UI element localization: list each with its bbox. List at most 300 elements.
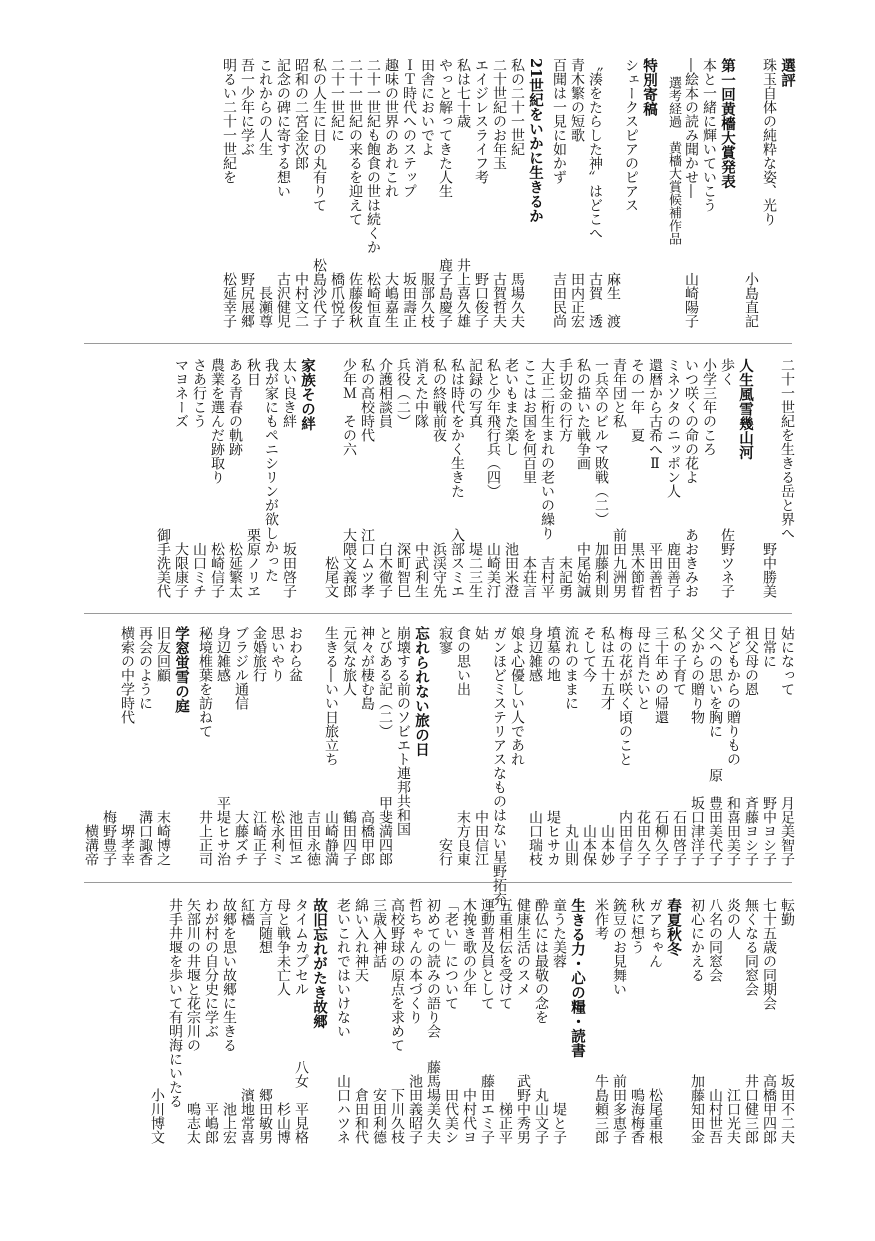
toc-entry <box>718 358 736 598</box>
entry-author: 中村文二 <box>293 272 309 328</box>
toc-entry <box>652 626 670 866</box>
entry-author: 松延繁太 <box>227 542 243 598</box>
entry-author: 高橋甲四郎 <box>761 1074 777 1144</box>
toc-entry <box>520 358 538 598</box>
entry-title: 趣味の世界のあれこれ <box>383 58 399 198</box>
toc-entry <box>148 898 166 1144</box>
entry-author: 松崎恒直 <box>365 272 381 328</box>
entry-title: 私の子育て <box>671 626 687 696</box>
entry-title: 歩く <box>719 358 735 386</box>
toc-entry <box>328 58 346 328</box>
entry-author: 安田利德 <box>371 1088 387 1144</box>
toc-entry <box>154 626 172 866</box>
toc-entry <box>592 358 610 598</box>
toc-entry <box>286 626 304 866</box>
entry-author: 末崎博之 <box>155 810 171 866</box>
toc-entry <box>778 898 796 1144</box>
toc-entry <box>418 58 436 328</box>
entry-author: 江崎正子 <box>251 810 267 866</box>
entry-title: 学窓蛍雪の庭 <box>173 626 190 713</box>
entry-title: 珠玉自体の純粋な姿、光り <box>761 58 777 226</box>
toc-entry <box>496 898 514 1144</box>
toc-entry <box>172 358 190 598</box>
toc-entry <box>670 626 688 866</box>
entry-author: 星野拓充 <box>491 850 507 906</box>
entry-title: エイジレスライフ考 <box>473 58 489 184</box>
entry-title: 本と一緒に輝いていこう <box>701 58 717 212</box>
toc-entry <box>664 58 682 346</box>
entry-title: 梅の花が咲く頃のこと <box>617 626 633 766</box>
entry-author: 堤と子 <box>551 1102 567 1144</box>
toc-section-1 <box>78 58 796 328</box>
toc-entry <box>340 358 358 598</box>
entry-author: 松崎信子 <box>209 542 225 598</box>
toc-entry <box>280 358 298 598</box>
entry-title: 転勤 <box>779 898 795 926</box>
entry-title: いつ咲くの命の花よ <box>683 358 699 484</box>
column-gap <box>430 626 436 866</box>
entry-title: ブラジル通信 <box>233 626 249 710</box>
toc-entry <box>628 898 646 1144</box>
toc-entry <box>478 898 496 1144</box>
toc-entry <box>688 898 706 1144</box>
toc-entry <box>538 358 556 598</box>
entry-author: 梯正平 <box>497 1102 513 1144</box>
toc-entry <box>724 898 742 1144</box>
entry-title: 日常に <box>761 626 777 668</box>
toc-entry <box>622 58 640 328</box>
toc-entry <box>136 626 154 866</box>
entry-title: 童うた美蓉 <box>551 898 567 968</box>
entry-title: 介護相談員 <box>377 358 393 428</box>
entry-title: シェークスピアのピアス <box>623 58 639 212</box>
entry-author: 末方良東 <box>455 810 471 866</box>
entry-author: 中尾始誠 <box>575 542 591 598</box>
toc-entry <box>610 898 628 1144</box>
toc-entry <box>304 626 322 866</box>
entry-title: 初めての読みの語り会 <box>425 898 441 1038</box>
entry-title: 再会のように <box>137 626 153 710</box>
entry-author: 牛島頼三郎 <box>593 1074 609 1144</box>
entry-author: 原 豊田美代子 <box>707 768 723 866</box>
toc-entry <box>274 58 292 328</box>
entry-title: とびある記（二） <box>377 626 393 738</box>
entry-author: 石柳久子 <box>653 810 669 866</box>
entry-author: 大藤ズチ <box>233 810 249 866</box>
toc-entry <box>274 898 292 1144</box>
entry-author: 月足美智子 <box>779 796 795 866</box>
entry-title: ガアちゃん <box>647 898 663 968</box>
toc-section-3 <box>78 626 796 906</box>
toc-entry <box>760 898 778 1144</box>
toc-entry <box>664 358 682 598</box>
entry-author: 江口光夫 <box>725 1088 741 1144</box>
entry-author: 小川博文 <box>149 1088 165 1144</box>
entry-title: 〝湊をたらした神〟はどこへ <box>587 58 603 240</box>
entry-author: 馬場久夫 <box>509 272 525 328</box>
toc-entry <box>370 898 388 1144</box>
entry-title: これからの人生 <box>257 58 273 156</box>
entry-author: 入部スミエ <box>449 528 465 598</box>
entry-author: 山村世吾 <box>707 1088 723 1144</box>
entry-author: 山口ハツネ <box>335 1074 351 1144</box>
entry-title: 銃豆のお見舞い <box>611 898 627 996</box>
entry-author: 丸山則 <box>563 824 579 866</box>
entry-author: 野中ヨシ子 <box>761 796 777 866</box>
entry-author: 丸山文子 <box>533 1088 549 1144</box>
toc-entry <box>706 626 724 866</box>
entry-author: 郷田敏男 <box>257 1088 273 1144</box>
toc-entry <box>562 626 580 866</box>
entry-author: 斉藤ヨシ子 <box>743 796 759 866</box>
entry-title: 少年Ｍ その六 <box>341 358 357 456</box>
entry-title: 酔仏には最敬の念を <box>533 898 549 1024</box>
entry-title: 私と少年飛行兵（四） <box>485 358 501 498</box>
toc-entry <box>352 898 370 1144</box>
entry-author: 古沢健児 <box>275 272 291 328</box>
entry-title: 三歳入神話 <box>371 898 387 968</box>
toc-entry <box>646 898 664 1144</box>
toc-entry <box>322 626 340 866</box>
toc-entry <box>550 58 568 328</box>
entry-title: 初心にかえる <box>689 898 705 982</box>
toc-entry <box>310 58 328 328</box>
toc-columns <box>78 626 796 906</box>
entry-title: 私の終戦前夜 <box>431 358 447 442</box>
entry-title: 子どもからの贈りもの <box>725 626 741 766</box>
toc-entry <box>358 626 376 866</box>
toc-entry <box>592 898 610 1144</box>
toc-entry <box>292 58 310 328</box>
entry-title: 食の思い出 <box>455 626 471 696</box>
toc-entry <box>472 626 490 866</box>
entry-author: 鳴志太 <box>185 1102 201 1144</box>
entry-title: 老いこれではいけない <box>335 898 351 1038</box>
toc-entry <box>334 898 352 1144</box>
entry-author: 石田啓子 <box>671 810 687 866</box>
entry-author: 池田米澄 <box>503 542 519 598</box>
toc-entry <box>706 898 724 1144</box>
entry-author: 梅野豊子 <box>101 810 117 866</box>
entry-author: 藤馬場美久夫 <box>425 1060 441 1144</box>
entry-author: 山口瑞枝 <box>527 810 543 866</box>
entry-author: 坂田壽正 <box>401 272 417 328</box>
entry-title: ある青春の軌跡 <box>227 358 243 456</box>
entry-author: 坂田啓子 <box>281 542 297 598</box>
toc-entry <box>484 358 502 598</box>
toc-entry <box>778 626 796 866</box>
entry-title: 21世紀をいかに生きるか <box>527 58 544 224</box>
entry-title: 姑になって <box>779 626 795 696</box>
section-heading <box>640 58 658 328</box>
toc-entry <box>292 898 310 1144</box>
entry-title: 手切金の行方 <box>557 358 573 442</box>
entry-author: 本荘言 <box>521 556 537 598</box>
entry-author: 山崎陽子 <box>683 272 699 328</box>
entry-author: 鳴海梅香 <box>629 1088 645 1144</box>
toc-entry <box>610 358 628 598</box>
entry-title: 紅檣 <box>239 898 255 926</box>
entry-author: 御手洗美代 <box>155 528 171 598</box>
toc-entry <box>574 358 592 598</box>
entry-title: 私の二十一世紀 <box>509 58 525 156</box>
toc-entry <box>196 626 214 866</box>
entry-author: 古賀 透 <box>587 272 603 328</box>
entry-author: 山崎美汀 <box>485 542 501 598</box>
section-heading <box>526 58 544 328</box>
entry-author: 八女 平見格 <box>293 1060 309 1144</box>
entry-author: 古賀哲夫 <box>491 272 507 328</box>
entry-title: 一兵卒のビルマ敗戦（二） <box>593 358 609 526</box>
entry-title: 忘れられない旅の日 <box>413 626 430 757</box>
toc-entry <box>268 626 286 866</box>
toc-entry <box>436 626 454 866</box>
entry-title: 大正二桁生まれの老いの繰り <box>539 358 555 540</box>
entry-title: 昭和の二宮金次郎 <box>293 58 309 170</box>
entry-author: 高橋甲郎 <box>359 810 375 866</box>
toc-entry <box>568 58 586 328</box>
entry-title: やっと解ってきた人生 <box>437 58 453 198</box>
entry-title: 井手井堰を歩いて有明海にいたる <box>167 898 183 1108</box>
entry-title: 青年団と私 <box>611 358 627 428</box>
entry-author: 坂田不二夫 <box>779 1074 795 1144</box>
entry-title: 高校野球の原点を求めて <box>389 898 405 1052</box>
toc-entry <box>436 58 454 328</box>
section-heading <box>412 626 430 866</box>
entry-title: 選評 <box>779 58 796 87</box>
entry-title: 私の人生に日の丸有りて <box>311 58 327 212</box>
toc-entry <box>376 626 394 866</box>
entry-title: 消えた中隊 <box>413 358 429 428</box>
entry-title: 八名の同窓会 <box>707 898 723 982</box>
entry-title: 思いやり <box>269 626 285 682</box>
entry-title: 人生風雪幾山河 <box>737 358 754 460</box>
toc-entry <box>532 898 550 1144</box>
entry-title: 故旧忘れがたき故郷 <box>311 898 328 1029</box>
toc-entry <box>634 626 652 866</box>
entry-title: 「老い」について <box>443 898 459 1010</box>
entry-title: 秋日 <box>245 358 261 386</box>
entry-author: 堤ヒサカ <box>545 810 561 866</box>
toc-entry <box>412 358 430 598</box>
toc-entry <box>154 358 172 598</box>
toc-entry <box>364 58 382 328</box>
section-heading <box>310 898 328 1144</box>
entry-author: 前田多恵子 <box>611 1074 627 1144</box>
entry-author: 藤田エミ子 <box>479 1074 495 1144</box>
toc-entry <box>544 626 562 866</box>
entry-title: 兵役（二） <box>395 358 411 428</box>
entry-title: 記録の写真 <box>467 358 483 428</box>
entry-author: 白木徹子 <box>377 542 393 598</box>
entry-title: 寂寥 <box>437 626 453 654</box>
entry-title: わが村の自分史に学ぶ <box>203 898 219 1038</box>
entry-title: 父からの贈り物 <box>689 626 705 724</box>
entry-title: 農業を選んだ跡取り <box>209 358 225 484</box>
entry-title: 七十五歳の同期会 <box>761 898 777 1010</box>
toc-entry <box>598 626 616 866</box>
entry-author: 黒木節晢 <box>629 542 645 598</box>
toc-entry <box>646 358 664 598</box>
entry-title: 木挽き歌の少年 <box>461 898 477 996</box>
toc-entry <box>514 898 532 1144</box>
toc-entry <box>256 898 274 1144</box>
entry-title: 青木繁の短歌 <box>569 58 585 142</box>
entry-author: 溝口諏香 <box>137 810 153 866</box>
toc-entry <box>502 358 520 598</box>
entry-title: 母と戦争未亡人 <box>275 898 291 996</box>
toc-entry <box>526 626 544 866</box>
toc-entry <box>166 898 184 1144</box>
entry-author: 花田久子 <box>635 810 651 866</box>
entry-title: 矢部川の井堰と花宗川の <box>185 898 201 1052</box>
entry-title: 私の高校時代 <box>359 358 375 442</box>
toc-entry <box>700 58 718 328</box>
entry-author: 内田信子 <box>617 810 633 866</box>
entry-title: 元気な旅人 <box>341 626 357 696</box>
toc-entry <box>190 358 208 598</box>
entry-title: 太い良き絆 <box>281 358 297 428</box>
entry-title: 二十一世紀も飽食の世は続くか <box>365 58 381 254</box>
entry-title: 田舎においでよ <box>419 58 435 156</box>
toc-entry <box>358 358 376 598</box>
entry-title: 秋に想う <box>629 898 645 954</box>
section-heading <box>172 626 190 866</box>
section-heading <box>568 898 586 1144</box>
entry-author: 松永利ミ <box>269 810 285 866</box>
toc-entry <box>394 626 412 866</box>
entry-author: 池田恒ヱ <box>287 810 303 866</box>
toc-entry <box>406 898 424 1144</box>
section-divider <box>84 882 792 883</box>
entry-author: 平堤ヒサ治 <box>215 796 231 866</box>
entry-title: 三十年めの帰還 <box>653 626 669 724</box>
entry-author: 横溝帝 <box>83 824 99 866</box>
toc-entry <box>424 898 442 1144</box>
entry-title: そして今 <box>581 626 597 682</box>
entry-title: 無くなる同窓会 <box>743 898 759 996</box>
entry-author: 中村代ヨ <box>461 1088 477 1144</box>
toc-entry <box>556 358 574 598</box>
toc-section-2 <box>78 358 796 598</box>
entry-author: 中武利生 <box>413 542 429 598</box>
entry-title: 祖父母の恩 <box>743 626 759 696</box>
entry-author: 佐藤俊秋 <box>347 272 363 328</box>
entry-author: 山本保 <box>581 824 597 866</box>
toc-entry <box>340 626 358 866</box>
entry-title: 秘境椎葉を訪ねて <box>197 626 213 738</box>
toc-entry <box>208 358 226 598</box>
entry-author: 武野中秀男 <box>515 1074 531 1144</box>
entry-author: 甲斐満四郎 <box>377 796 393 866</box>
entry-author: 中田信江 <box>473 810 489 866</box>
entry-author: 堺孝幸 <box>119 824 135 866</box>
toc-entry <box>460 898 478 1144</box>
toc-entry <box>454 626 472 866</box>
entry-title: 我が家にもペニシリンが欲しかった <box>263 358 279 582</box>
entry-author: 野中勝美 <box>761 542 777 598</box>
entry-author: 加藤利則 <box>593 542 609 598</box>
entry-author: 橋爪悦子 <box>329 272 345 328</box>
entry-title: 身辺雑感 <box>215 626 231 682</box>
entry-title: 吾一少年に学ぶ <box>239 58 255 156</box>
toc-entry <box>580 626 598 866</box>
toc-entry <box>742 898 760 1144</box>
entry-title: 私は時代をかく生きた <box>449 358 465 498</box>
toc-entry <box>118 626 136 866</box>
entry-author: 松延幸子 <box>221 272 237 328</box>
entry-author: 平嶋郎 <box>203 1102 219 1144</box>
toc-entry <box>100 626 118 866</box>
toc-entry <box>322 358 340 598</box>
toc-entry <box>220 58 238 328</box>
entry-title: 記念の碑に寄する想い <box>275 58 291 198</box>
entry-author: 野尻展郷 <box>239 272 255 328</box>
entry-title: 生きる力・心の糧・読書 <box>569 898 586 1058</box>
entry-author: 佐野ツネ子 <box>719 528 735 598</box>
toc-entry <box>346 58 364 328</box>
entry-title: タイムカプセル <box>293 898 309 996</box>
entry-title: ここはお国を何百里 <box>521 358 537 484</box>
entry-author: 田内正宏 <box>569 272 585 328</box>
toc-entry <box>388 898 406 1144</box>
entry-author: 栗原ノリヱ <box>245 528 261 598</box>
toc-entry <box>394 358 412 598</box>
entry-author: 松尾重根 <box>647 1088 663 1144</box>
toc-entry <box>256 58 274 328</box>
entry-title: 二十世紀のお年玉 <box>491 58 507 170</box>
toc-entry <box>472 58 490 328</box>
entry-author: 麻生 渡 <box>605 272 621 328</box>
entry-title: 米作考 <box>593 898 609 940</box>
toc-entry <box>508 58 526 328</box>
toc-entry <box>82 626 100 866</box>
toc-entry <box>442 898 460 1144</box>
entry-title: 哲ちゃんの本づくり <box>407 898 423 1024</box>
entry-title: 母に肖たいと <box>635 626 651 710</box>
toc-entry <box>742 58 760 328</box>
toc-entry <box>550 898 568 1144</box>
entry-title: 旧友回顧 <box>155 626 171 682</box>
entry-author: 濱地常喜 <box>239 1088 255 1144</box>
section-heading <box>718 58 736 328</box>
entry-author: 松島沙代子 <box>311 258 327 328</box>
entry-title: 春夏秋冬 <box>665 898 682 956</box>
section-heading <box>778 58 796 328</box>
entry-author: 井上喜久雄 <box>455 258 471 328</box>
entry-title: 金婚旅行 <box>251 626 267 682</box>
entry-title: 父への思いを胸に <box>707 626 723 738</box>
toc-entry <box>490 58 508 328</box>
entry-author: 末記勇 <box>557 556 573 598</box>
entry-title: 五重相伝を受けて <box>497 898 513 1010</box>
section-heading <box>736 358 754 598</box>
toc-entry <box>430 358 448 598</box>
section-divider <box>84 343 792 344</box>
toc-entry <box>382 58 400 328</box>
toc-entry <box>760 626 778 866</box>
entry-author: 井口健三郎 <box>743 1074 759 1144</box>
entry-author: 吉田民尚 <box>551 272 567 328</box>
entry-title: その一年 夏 <box>629 358 645 442</box>
entry-title: 還暦から古希へⅡ <box>647 358 663 472</box>
entry-title: ＩＴ時代へのステップ <box>401 58 417 198</box>
entry-title: ガンほどミステリアスなものはない <box>491 626 507 850</box>
entry-author: 井上正司 <box>197 810 213 866</box>
entry-author: 前田九洲男 <box>611 528 627 598</box>
entry-title: 娘よ心優しい人であれ <box>509 626 525 766</box>
entry-title: 明るい二十一世紀を <box>221 58 237 184</box>
